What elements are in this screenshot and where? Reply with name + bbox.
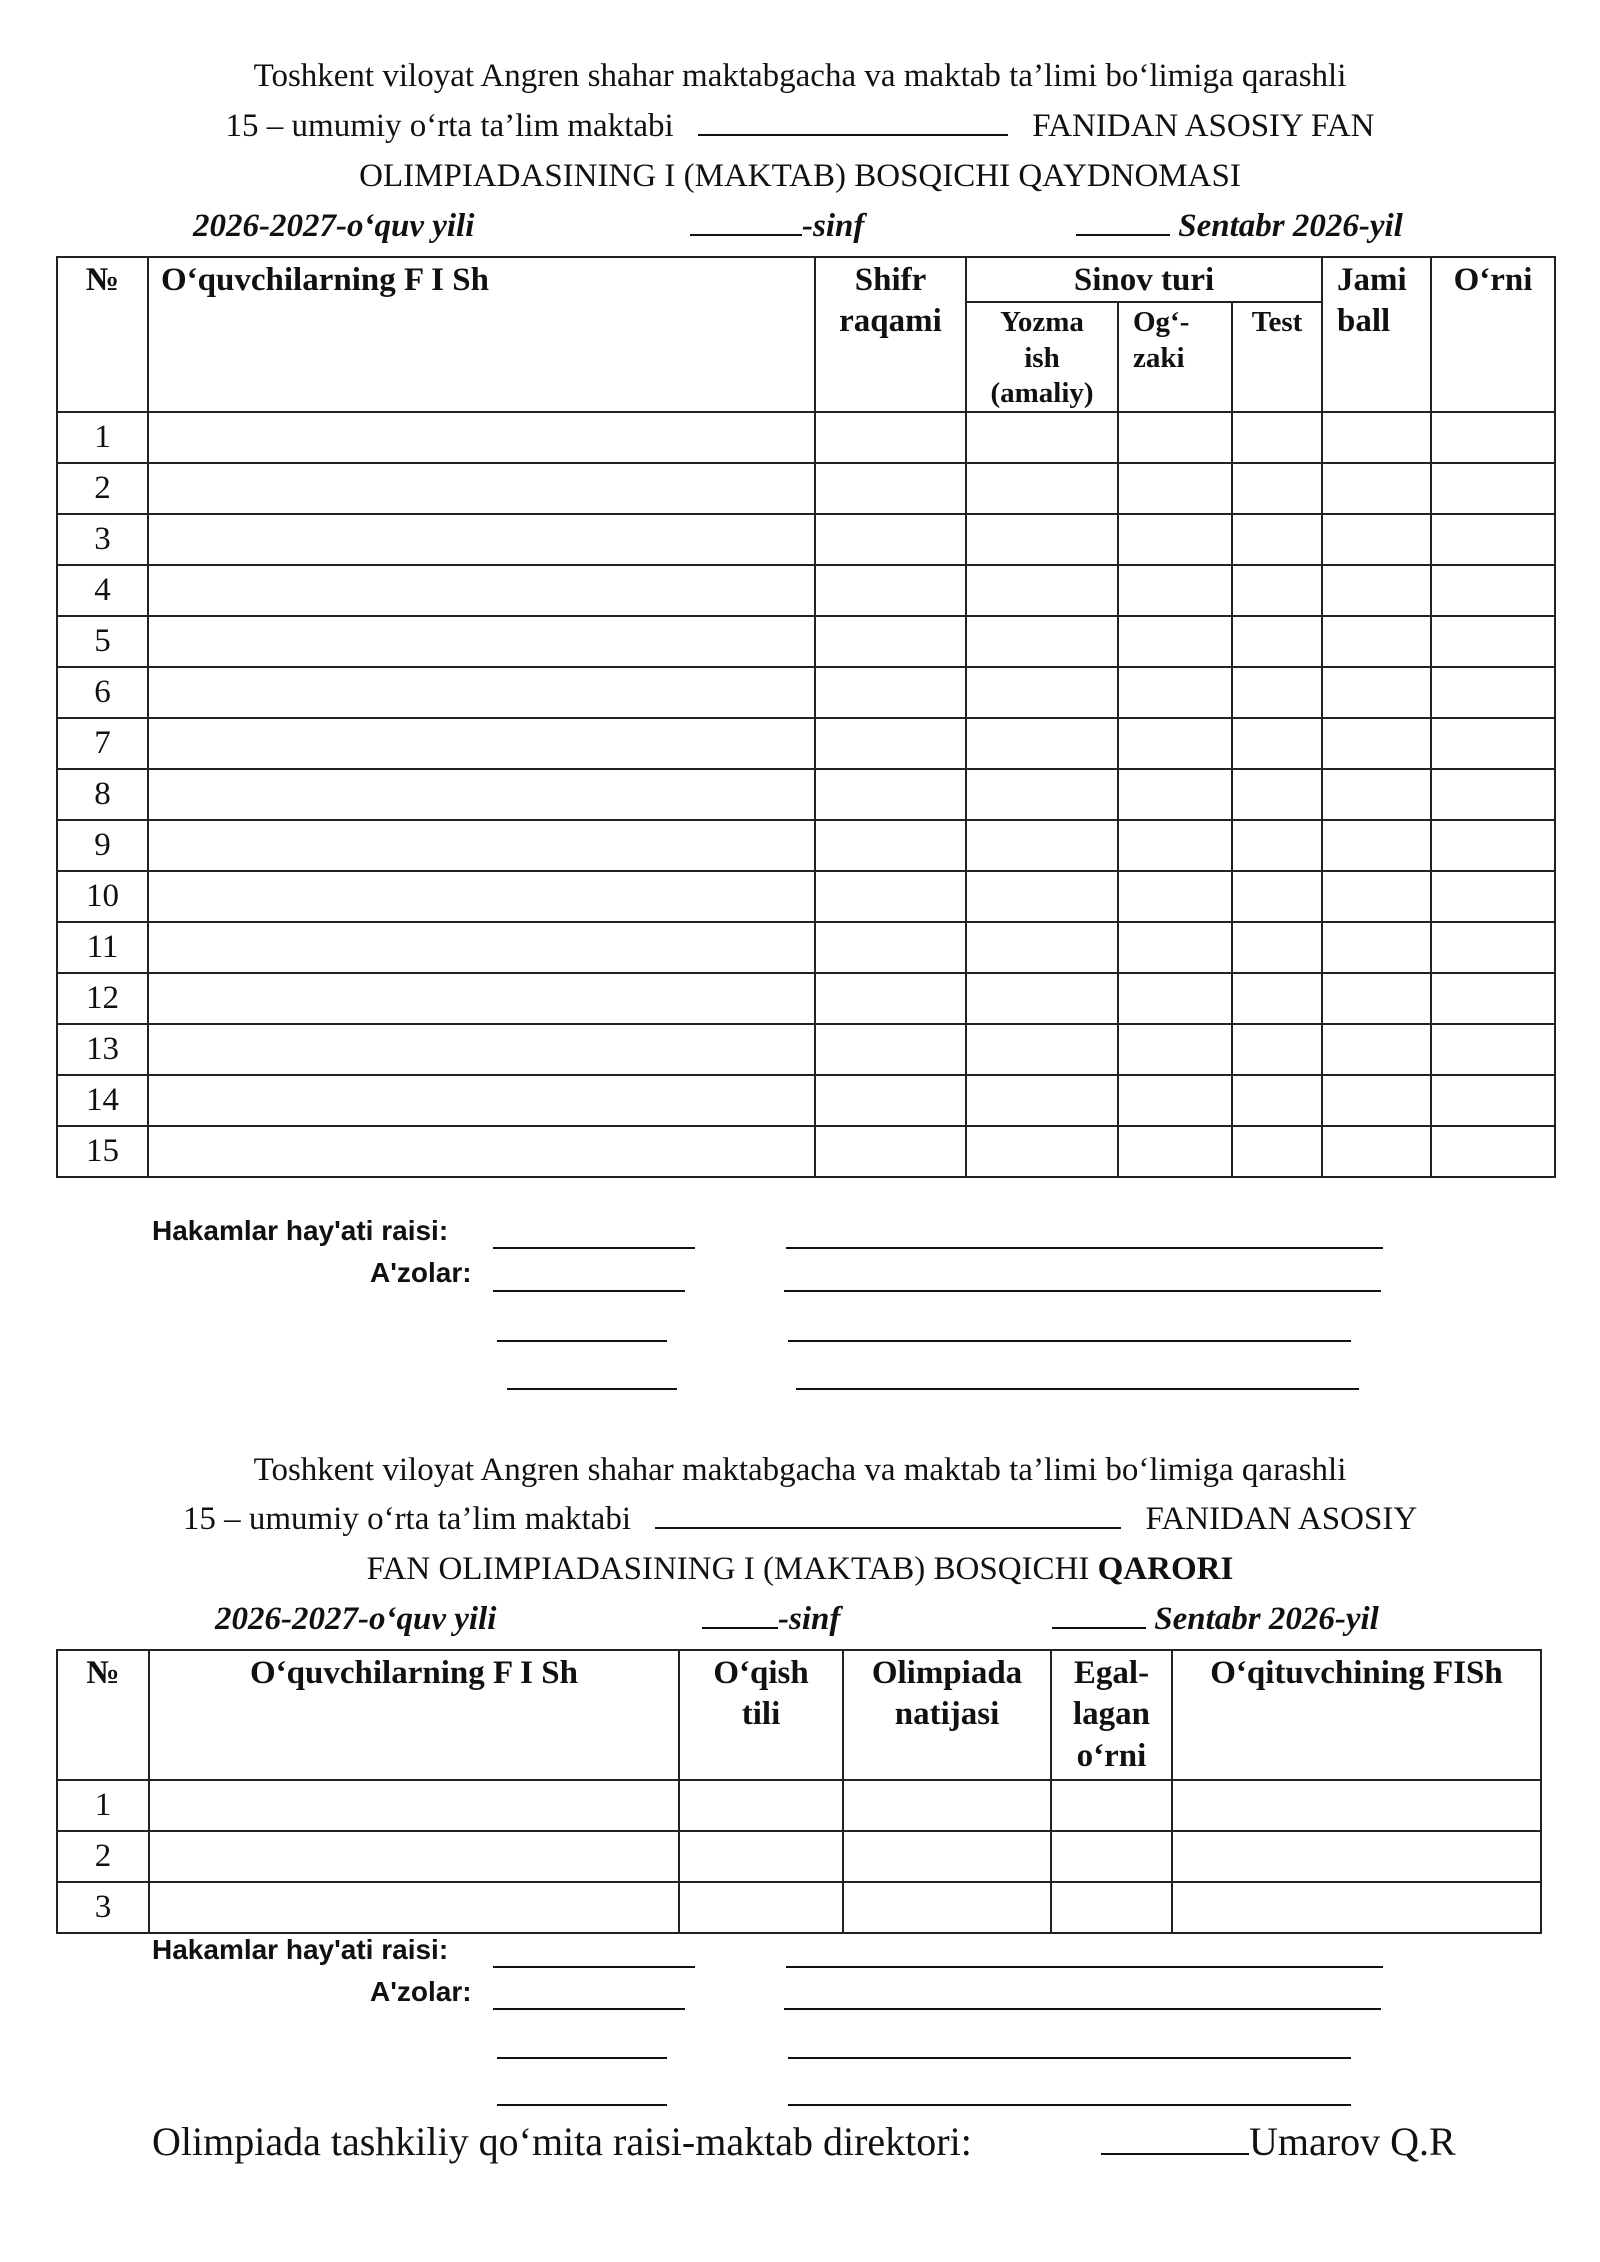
report-cell[interactable] <box>1118 718 1232 769</box>
report-cell[interactable] <box>1232 667 1322 718</box>
member2-name-line <box>788 1340 1351 1342</box>
date-field: Sentabr 2026-yil <box>1076 208 1403 245</box>
decision-cell[interactable] <box>1051 1882 1172 1933</box>
report-cell[interactable] <box>1232 616 1322 667</box>
report-cell[interactable] <box>1232 1075 1322 1126</box>
decision-cell[interactable] <box>843 1882 1051 1933</box>
director-label: Olimpiada tashkiliy qo‘mita raisi-maktab direktori: <box>152 2119 972 2164</box>
report-cell[interactable] <box>815 514 966 565</box>
member2-signature-line <box>497 1340 667 1342</box>
report-cell[interactable] <box>966 820 1118 871</box>
decision-day-blank <box>1052 1601 1146 1629</box>
decision-chair-name-line <box>786 1966 1383 1968</box>
school-label: 15 – umumiy o‘rta ta’lim maktabi <box>225 108 674 144</box>
report-row <box>57 616 1555 667</box>
decision-cell[interactable] <box>679 1780 843 1831</box>
report-row-number: 7 <box>57 718 148 769</box>
report-row-number: 5 <box>57 616 148 667</box>
report-row-number: 9 <box>57 820 148 871</box>
decision-col-language: O‘qish tili <box>679 1650 843 1780</box>
report-cell[interactable] <box>1118 871 1232 922</box>
decision-row <box>57 1831 1541 1882</box>
report-cell[interactable] <box>1232 514 1322 565</box>
report-cell[interactable] <box>1118 565 1232 616</box>
col-student-name: O‘quvchilarning F I Sh <box>148 257 815 412</box>
director-name: Umarov Q.R <box>1249 2119 1456 2164</box>
report-row-number: 13 <box>57 1024 148 1075</box>
report-row <box>57 718 1555 769</box>
report-cell[interactable] <box>815 565 966 616</box>
report-cell[interactable] <box>815 922 966 973</box>
decision-row-number: 2 <box>57 1831 149 1882</box>
report-row-number: 2 <box>57 463 148 514</box>
report-rows <box>57 412 1555 1177</box>
report-cell[interactable] <box>1322 463 1431 514</box>
report-header-line1: Toshkent viloyat Angren shahar maktabgacha va maktab ta’limi bo‘limiga qarashli <box>253 58 1347 94</box>
report-cell[interactable] <box>1322 1075 1431 1126</box>
report-cell[interactable] <box>1431 616 1555 667</box>
decision-class-field: -sinf <box>702 1601 840 1638</box>
decision-date-field: Sentabr 2026-yil <box>1052 1601 1379 1638</box>
report-row-number: 11 <box>57 922 148 973</box>
report-cell[interactable] <box>966 922 1118 973</box>
report-cell[interactable] <box>148 973 815 1024</box>
report-cell[interactable] <box>1431 820 1555 871</box>
decision-header-line1: Toshkent viloyat Angren shahar maktabgacha va maktab ta’limi bo‘limiga qarashli <box>253 1452 1347 1488</box>
report-cell[interactable] <box>966 718 1118 769</box>
report-row <box>57 514 1555 565</box>
subject-suffix: FANIDAN ASOSIY FAN <box>1032 108 1375 144</box>
decision-title: FAN OLIMPIADASINING I (MAKTAB) BOSQICHI QARORI <box>366 1551 1234 1587</box>
report-row <box>57 820 1555 871</box>
report-cell[interactable] <box>1322 667 1431 718</box>
decision-jury-chair-label: Hakamlar hay'ati raisi: <box>152 1934 449 1965</box>
report-cell[interactable] <box>815 973 966 1024</box>
report-cell[interactable] <box>1118 616 1232 667</box>
report-cell[interactable] <box>1431 667 1555 718</box>
decision-member2-signature-line <box>497 2057 667 2059</box>
report-cell[interactable] <box>815 718 966 769</box>
report-cell[interactable] <box>1232 871 1322 922</box>
director-signature-line <box>1101 2121 1249 2155</box>
decision-row-number: 1 <box>57 1780 149 1831</box>
report-row <box>57 1075 1555 1126</box>
report-cell[interactable] <box>1322 616 1431 667</box>
report-cell[interactable] <box>1431 769 1555 820</box>
decision-cell[interactable] <box>843 1780 1051 1831</box>
report-row-number: 6 <box>57 667 148 718</box>
report-cell[interactable] <box>148 922 815 973</box>
report-cell[interactable] <box>815 616 966 667</box>
report-row-number: 10 <box>57 871 148 922</box>
report-cell[interactable] <box>1118 667 1232 718</box>
report-row <box>57 973 1555 1024</box>
decision-member3-signature-line <box>497 2104 667 2106</box>
col-test: Test <box>1232 302 1322 412</box>
report-cell[interactable] <box>966 973 1118 1024</box>
report-cell[interactable] <box>1322 565 1431 616</box>
report-cell[interactable] <box>815 820 966 871</box>
report-cell[interactable] <box>815 463 966 514</box>
member3-signature-line <box>507 1388 677 1390</box>
day-blank <box>1076 208 1170 236</box>
report-cell[interactable] <box>966 412 1118 463</box>
report-row-number: 1 <box>57 412 148 463</box>
members-label: A'zolar: <box>370 1257 472 1288</box>
member3-name-line <box>796 1388 1359 1390</box>
report-cell[interactable] <box>1118 769 1232 820</box>
report-cell[interactable] <box>148 1075 815 1126</box>
report-cell[interactable] <box>966 1024 1118 1075</box>
report-cell[interactable] <box>1322 1126 1431 1177</box>
report-cell[interactable] <box>815 871 966 922</box>
jury-chair-label: Hakamlar hay'ati raisi: <box>152 1215 449 1246</box>
report-cell[interactable] <box>1322 1024 1431 1075</box>
academic-year: 2026-2027-o‘quv yili <box>193 208 475 244</box>
decision-cell[interactable] <box>1172 1831 1541 1882</box>
director-signature <box>1101 2118 1456 2165</box>
report-cell[interactable] <box>1322 769 1431 820</box>
report-cell[interactable] <box>1431 514 1555 565</box>
report-cell[interactable] <box>1232 1024 1322 1075</box>
class-blank <box>690 208 802 236</box>
report-cell[interactable] <box>1118 1075 1232 1126</box>
report-cell[interactable] <box>1232 922 1322 973</box>
report-cell[interactable] <box>148 616 815 667</box>
decision-cell[interactable] <box>149 1882 679 1933</box>
report-cell[interactable] <box>1322 820 1431 871</box>
report-cell[interactable] <box>1431 973 1555 1024</box>
report-cell[interactable] <box>1118 412 1232 463</box>
decision-cell[interactable] <box>1172 1780 1541 1831</box>
decision-cell[interactable] <box>679 1831 843 1882</box>
report-cell[interactable] <box>1232 769 1322 820</box>
decision-members-label: A'zolar: <box>370 1976 472 2007</box>
decision-class-blank <box>702 1601 778 1629</box>
report-title: OLIMPIADASINING I (MAKTAB) BOSQICHI QAYDNOMASI <box>359 158 1241 194</box>
report-row <box>57 1024 1555 1075</box>
report-cell[interactable] <box>815 412 966 463</box>
report-cell[interactable] <box>1431 1024 1555 1075</box>
report-cell[interactable] <box>1232 463 1322 514</box>
report-table <box>56 256 1556 1178</box>
report-cell[interactable] <box>966 463 1118 514</box>
col-total-score: Jami ball <box>1322 257 1431 412</box>
report-cell[interactable] <box>1232 1126 1322 1177</box>
decision-row <box>57 1882 1541 1933</box>
report-cell[interactable] <box>1322 871 1431 922</box>
report-cell[interactable] <box>1431 412 1555 463</box>
report-cell[interactable] <box>1232 718 1322 769</box>
report-row <box>57 667 1555 718</box>
col-cipher: Shifr raqami <box>815 257 966 412</box>
report-cell[interactable] <box>1118 820 1232 871</box>
report-row-number: 8 <box>57 769 148 820</box>
decision-member2-name-line <box>788 2057 1351 2059</box>
decision-school-label: 15 – umumiy o‘rta ta’lim maktabi <box>182 1501 631 1537</box>
decision-subject-blank <box>655 1501 1121 1529</box>
col-number: № <box>57 257 148 412</box>
class-field: -sinf <box>690 208 864 245</box>
report-cell[interactable] <box>1322 412 1431 463</box>
report-cell[interactable] <box>1431 871 1555 922</box>
report-cell[interactable] <box>1118 922 1232 973</box>
report-cell[interactable] <box>966 565 1118 616</box>
report-row-number: 14 <box>57 1075 148 1126</box>
report-row-number: 3 <box>57 514 148 565</box>
report-cell[interactable] <box>148 871 815 922</box>
report-cell[interactable] <box>966 1126 1118 1177</box>
report-cell[interactable] <box>1431 565 1555 616</box>
report-cell[interactable] <box>1431 922 1555 973</box>
report-cell[interactable] <box>1232 820 1322 871</box>
decision-chair-signature-line <box>493 1966 695 1968</box>
col-written: Yozma ish (amaliy) <box>966 302 1118 412</box>
subject-blank <box>698 108 1008 136</box>
decision-col-teacher: O‘qituvchining FISh <box>1172 1650 1541 1780</box>
report-cell[interactable] <box>1431 718 1555 769</box>
report-cell[interactable] <box>148 769 815 820</box>
decision-cell[interactable] <box>679 1882 843 1933</box>
member1-signature-line <box>493 1290 685 1292</box>
decision-member1-signature-line <box>493 2008 685 2010</box>
report-cell[interactable] <box>148 565 815 616</box>
decision-col-result: Olimpiada natijasi <box>843 1650 1051 1780</box>
report-cell[interactable] <box>966 871 1118 922</box>
report-row <box>57 412 1555 463</box>
report-cell[interactable] <box>148 667 815 718</box>
report-cell[interactable] <box>815 1126 966 1177</box>
report-cell[interactable] <box>1322 514 1431 565</box>
report-cell[interactable] <box>815 1075 966 1126</box>
report-cell[interactable] <box>966 1075 1118 1126</box>
col-test-type: Sinov turi <box>966 257 1322 302</box>
decision-cell[interactable] <box>1051 1831 1172 1882</box>
decision-cell[interactable] <box>149 1780 679 1831</box>
decision-academic-year: 2026-2027-o‘quv yili <box>215 1601 497 1637</box>
decision-row-number: 3 <box>57 1882 149 1933</box>
report-cell[interactable] <box>1118 1126 1232 1177</box>
decision-cell[interactable] <box>843 1831 1051 1882</box>
report-row <box>57 463 1555 514</box>
report-row-number: 15 <box>57 1126 148 1177</box>
report-cell[interactable] <box>966 514 1118 565</box>
decision-header-line2 <box>0 1501 1600 1538</box>
report-cell[interactable] <box>1431 1126 1555 1177</box>
decision-member1-name-line <box>784 2008 1381 2010</box>
report-row <box>57 769 1555 820</box>
col-place: O‘rni <box>1431 257 1555 412</box>
decision-cell[interactable] <box>1051 1780 1172 1831</box>
decision-col-student-name: O‘quvchilarning F I Sh <box>149 1650 679 1780</box>
decision-subject-suffix: FANIDAN ASOSIY <box>1145 1501 1418 1537</box>
report-cell[interactable] <box>1431 463 1555 514</box>
chair-signature-line <box>493 1247 695 1249</box>
report-cell[interactable] <box>1118 973 1232 1024</box>
decision-col-place: Egal- lagan o‘rni <box>1051 1650 1172 1780</box>
decision-table <box>56 1649 1542 1934</box>
report-cell[interactable] <box>148 1024 815 1075</box>
decision-member3-name-line <box>788 2104 1351 2106</box>
decision-rows <box>57 1780 1541 1933</box>
report-row <box>57 1126 1555 1177</box>
decision-col-number: № <box>57 1650 149 1780</box>
report-header-line2 <box>0 108 1600 145</box>
report-cell[interactable] <box>1118 463 1232 514</box>
report-cell[interactable] <box>148 412 815 463</box>
report-cell[interactable] <box>1232 412 1322 463</box>
report-cell[interactable] <box>1322 922 1431 973</box>
report-cell[interactable] <box>815 667 966 718</box>
member1-name-line <box>784 1290 1381 1292</box>
report-cell[interactable] <box>1118 1024 1232 1075</box>
col-oral: Og‘- zaki <box>1118 302 1232 412</box>
report-cell[interactable] <box>1431 1075 1555 1126</box>
report-cell[interactable] <box>148 718 815 769</box>
report-cell[interactable] <box>148 820 815 871</box>
report-cell[interactable] <box>1322 973 1431 1024</box>
report-cell[interactable] <box>966 616 1118 667</box>
report-row <box>57 871 1555 922</box>
report-row <box>57 922 1555 973</box>
report-cell[interactable] <box>966 769 1118 820</box>
report-cell[interactable] <box>1232 565 1322 616</box>
report-cell[interactable] <box>1322 718 1431 769</box>
decision-cell[interactable] <box>149 1831 679 1882</box>
report-cell[interactable] <box>1118 514 1232 565</box>
decision-row <box>57 1780 1541 1831</box>
report-cell[interactable] <box>966 667 1118 718</box>
report-cell[interactable] <box>148 514 815 565</box>
report-cell[interactable] <box>148 1126 815 1177</box>
chair-name-line <box>786 1247 1383 1249</box>
decision-cell[interactable] <box>1172 1882 1541 1933</box>
report-cell[interactable] <box>815 1024 966 1075</box>
report-cell[interactable] <box>1232 973 1322 1024</box>
report-row-number: 4 <box>57 565 148 616</box>
report-cell[interactable] <box>815 769 966 820</box>
report-row-number: 12 <box>57 973 148 1024</box>
report-cell[interactable] <box>148 463 815 514</box>
report-row <box>57 565 1555 616</box>
